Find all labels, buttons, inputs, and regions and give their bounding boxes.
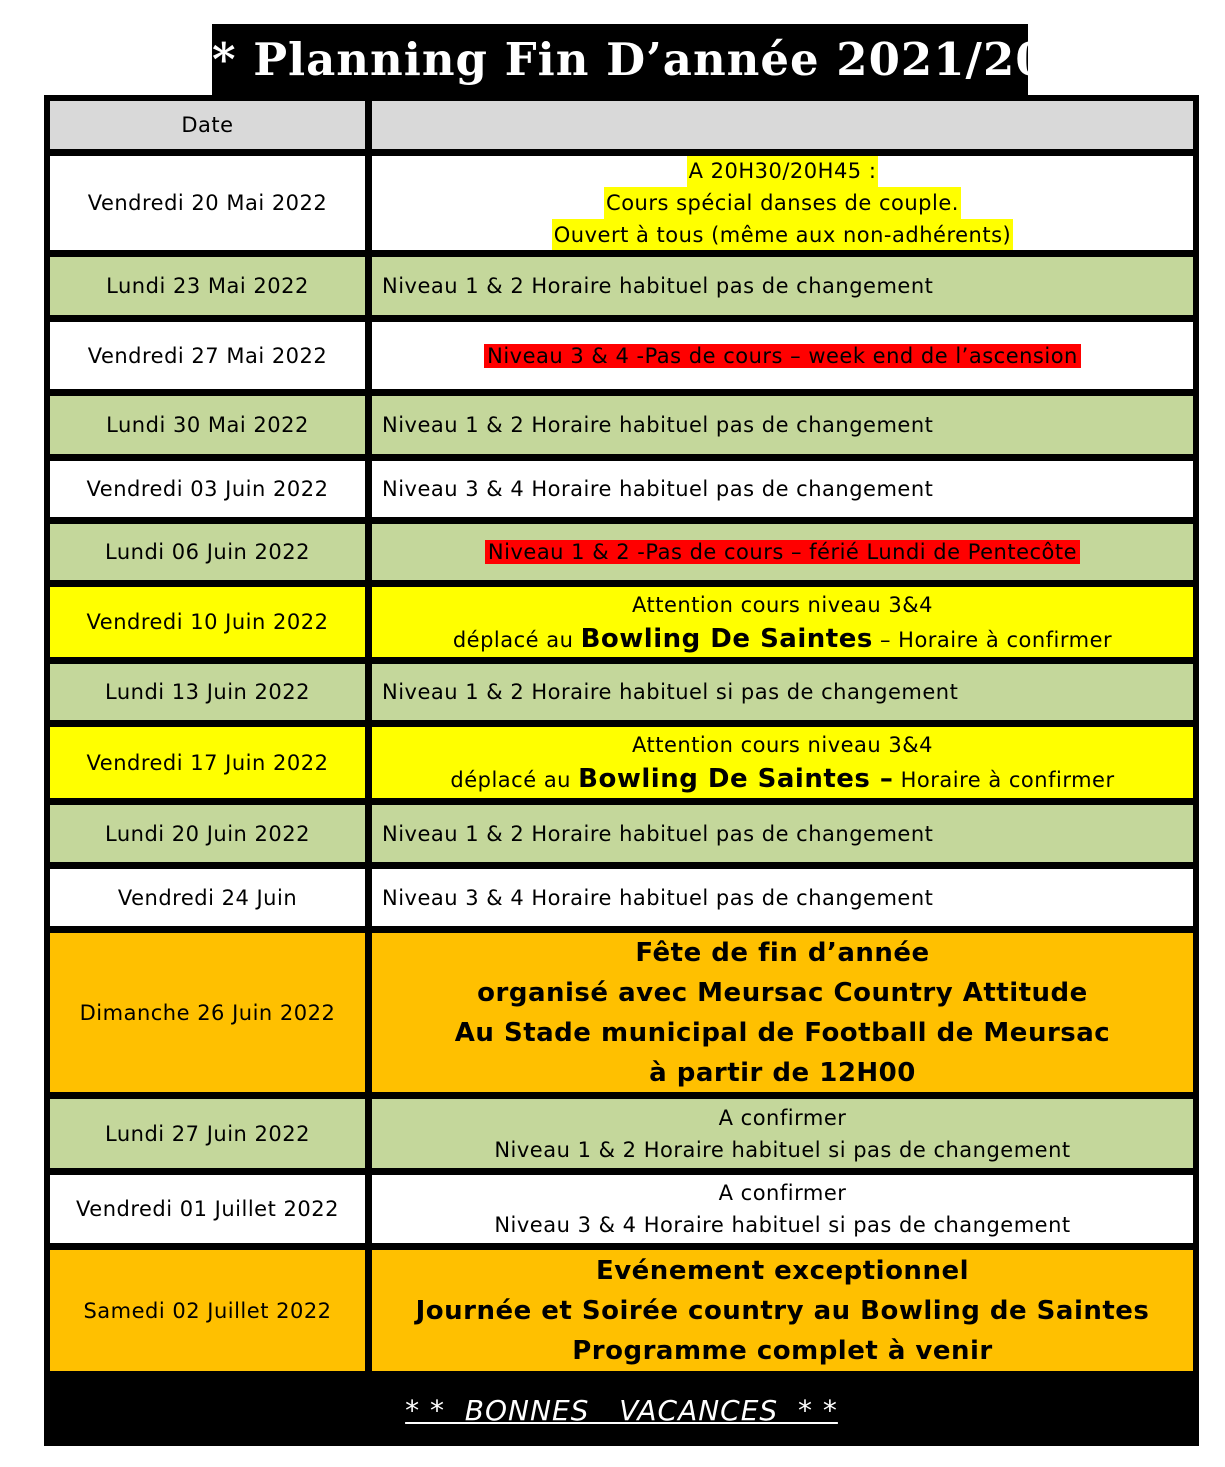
event-cell [372, 805, 1193, 862]
event-line: Niveau 1 & 2 Horaire habituel pas de changement [382, 413, 934, 437]
cancelled-notice: Niveau 3 & 4 -Pas de cours – week end de l’ascension [484, 344, 1081, 368]
footer-banner [44, 1374, 1199, 1446]
date-cell [50, 869, 365, 926]
page-title-banner [212, 24, 1154, 96]
row-date: Lundi 06 Juin 2022 [105, 540, 310, 564]
row-date: Lundi 27 Juin 2022 [105, 1121, 310, 1146]
event-cell [372, 727, 1193, 798]
event-line: Cours spécial danses de couple. [604, 187, 961, 219]
cancelled-notice: Niveau 1 & 2 -Pas de cours – férié Lundi de Pentecôte [485, 540, 1080, 564]
event-line: Journée et Soirée country au Bowling de Saintes [415, 1295, 1150, 1326]
page-title: * Planning Fin D’année 2021/2022 * [212, 33, 1154, 86]
row-date: Samedi 02 Juillet 2022 [83, 1298, 332, 1323]
row-date: Vendredi 24 Juin [117, 885, 298, 910]
event-cell [372, 524, 1193, 580]
event-cell [372, 1175, 1193, 1243]
venue-name: Bowling De Saintes – [578, 764, 894, 794]
date-cell [50, 461, 365, 517]
date-cell [50, 156, 365, 250]
event-line: Attention cours niveau 3&4 [632, 592, 933, 617]
date-cell [50, 664, 365, 720]
event-line: A confirmer [718, 1181, 847, 1205]
header-date-label: Date [181, 113, 234, 137]
date-cell [50, 933, 365, 1092]
event-line: Niveau 1 & 2 Horaire habituel si pas de changement [382, 680, 959, 704]
event-cell [372, 933, 1193, 1092]
event-line: A 20H30/20H45 : [687, 156, 879, 187]
date-cell [50, 322, 365, 389]
venue-name: Bowling De Saintes [580, 623, 873, 654]
event-line: Evénement exceptionnel [595, 1255, 970, 1286]
event-cell [372, 1250, 1193, 1371]
row-date: Lundi 13 Juin 2022 [105, 680, 310, 704]
row-date: Vendredi 03 Juin 2022 [86, 477, 329, 501]
event-cell [372, 156, 1193, 250]
date-cell [50, 727, 365, 798]
event-cell [372, 587, 1193, 657]
date-cell [50, 524, 365, 580]
row-date: Lundi 30 Mai 2022 [106, 413, 309, 437]
date-cell [50, 257, 365, 315]
event-line: Niveau 3 & 4 Horaire habituel si pas de changement [494, 1213, 1071, 1237]
row-date: Lundi 20 Juin 2022 [105, 821, 310, 846]
schedule-table [44, 95, 1199, 1446]
date-cell [50, 805, 365, 862]
event-line: Au Stade municipal de Football de Meursac [454, 1017, 1111, 1048]
event-line: Niveau 1 & 2 Horaire habituel pas de changement [382, 274, 934, 298]
venue-prefix: déplacé au [450, 768, 579, 792]
event-line: Programme complet à venir [572, 1335, 993, 1366]
date-cell [50, 1099, 365, 1168]
row-date: Vendredi 20 Mai 2022 [87, 191, 328, 215]
event-line: à partir de 12H00 [649, 1057, 916, 1088]
event-cell [372, 257, 1193, 315]
date-cell [50, 396, 365, 454]
event-line: Fête de fin d’année [635, 937, 930, 968]
footer-text: * * BONNES VACANCES * * [405, 1393, 838, 1427]
date-cell [50, 587, 365, 657]
event-cell [372, 396, 1193, 454]
event-cell [372, 322, 1193, 389]
row-date: Vendredi 27 Mai 2022 [87, 343, 328, 368]
event-line-venue [453, 622, 1112, 657]
event-line: Ouvert à tous (même aux non-adhérents) [552, 219, 1013, 250]
row-date: Vendredi 10 Juin 2022 [86, 610, 329, 634]
event-line: Niveau 3 & 4 Horaire habituel pas de changement [382, 885, 934, 910]
event-cell [372, 1099, 1193, 1168]
date-cell [50, 1175, 365, 1243]
event-line: Niveau 3 & 4 Horaire habituel pas de changement [382, 477, 934, 501]
header-date-cell [50, 101, 365, 149]
venue-suffix: – Horaire à confirmer [872, 627, 1113, 652]
event-line: A confirmer [718, 1105, 847, 1130]
row-date: Lundi 23 Mai 2022 [106, 274, 309, 298]
event-line: organisé avec Meursac Country Attitude [477, 977, 1088, 1008]
event-line: Attention cours niveau 3&4 [632, 733, 933, 757]
event-line-venue [450, 762, 1114, 797]
date-cell [50, 1250, 365, 1371]
event-cell [372, 664, 1193, 720]
event-line: Niveau 1 & 2 Horaire habituel si pas de changement [494, 1137, 1071, 1162]
event-cell [372, 461, 1193, 517]
row-date: Dimanche 26 Juin 2022 [79, 1000, 336, 1025]
row-date: Vendredi 01 Juillet 2022 [76, 1197, 339, 1221]
event-cell [372, 869, 1193, 926]
venue-prefix: déplacé au [452, 627, 581, 652]
venue-suffix: Horaire à confirmer [893, 768, 1115, 792]
header-event-cell [372, 101, 1193, 149]
row-date: Vendredi 17 Juin 2022 [86, 750, 329, 775]
event-line: Niveau 1 & 2 Horaire habituel pas de changement [382, 821, 934, 846]
